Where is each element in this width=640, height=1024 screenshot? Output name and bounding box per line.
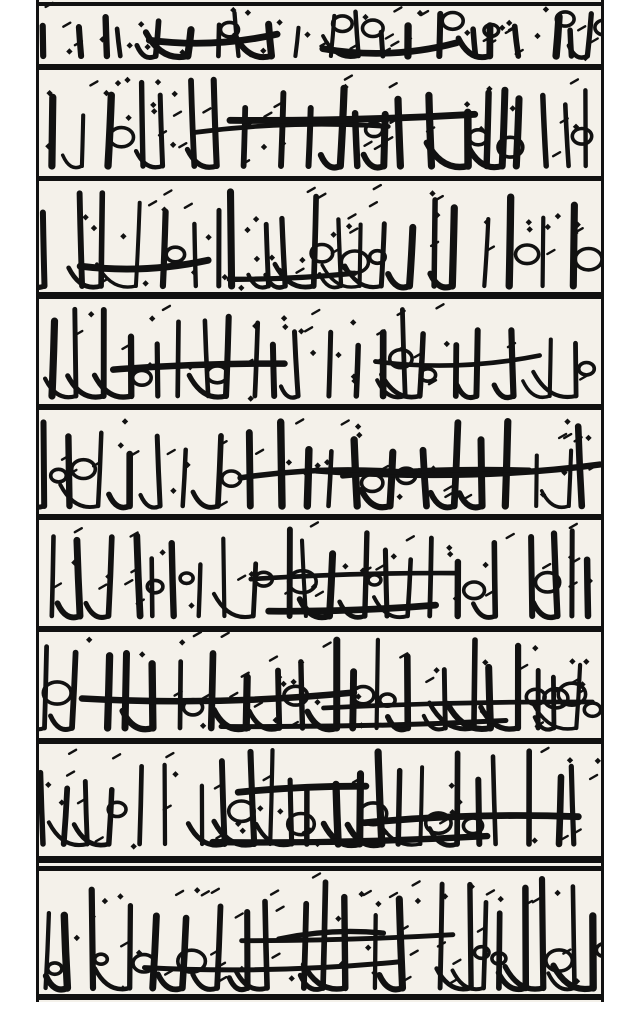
horizontal-rule: [36, 994, 604, 1000]
horizontal-rule: [36, 514, 604, 520]
horizontal-rule: [36, 64, 604, 70]
right-border: [601, 0, 604, 1002]
calligraphy-artwork: [36, 0, 604, 1002]
horizontal-rule: [36, 738, 604, 744]
horizontal-rule: [36, 292, 604, 299]
left-border: [36, 0, 39, 1002]
calligraphy-sheet: [36, 0, 604, 1002]
horizontal-rule: [36, 856, 604, 863]
horizontal-rule: [36, 404, 604, 410]
horizontal-rule: [36, 626, 604, 632]
horizontal-rule: [36, 2, 604, 6]
horizontal-rule: [36, 866, 604, 871]
horizontal-rule: [36, 176, 604, 181]
